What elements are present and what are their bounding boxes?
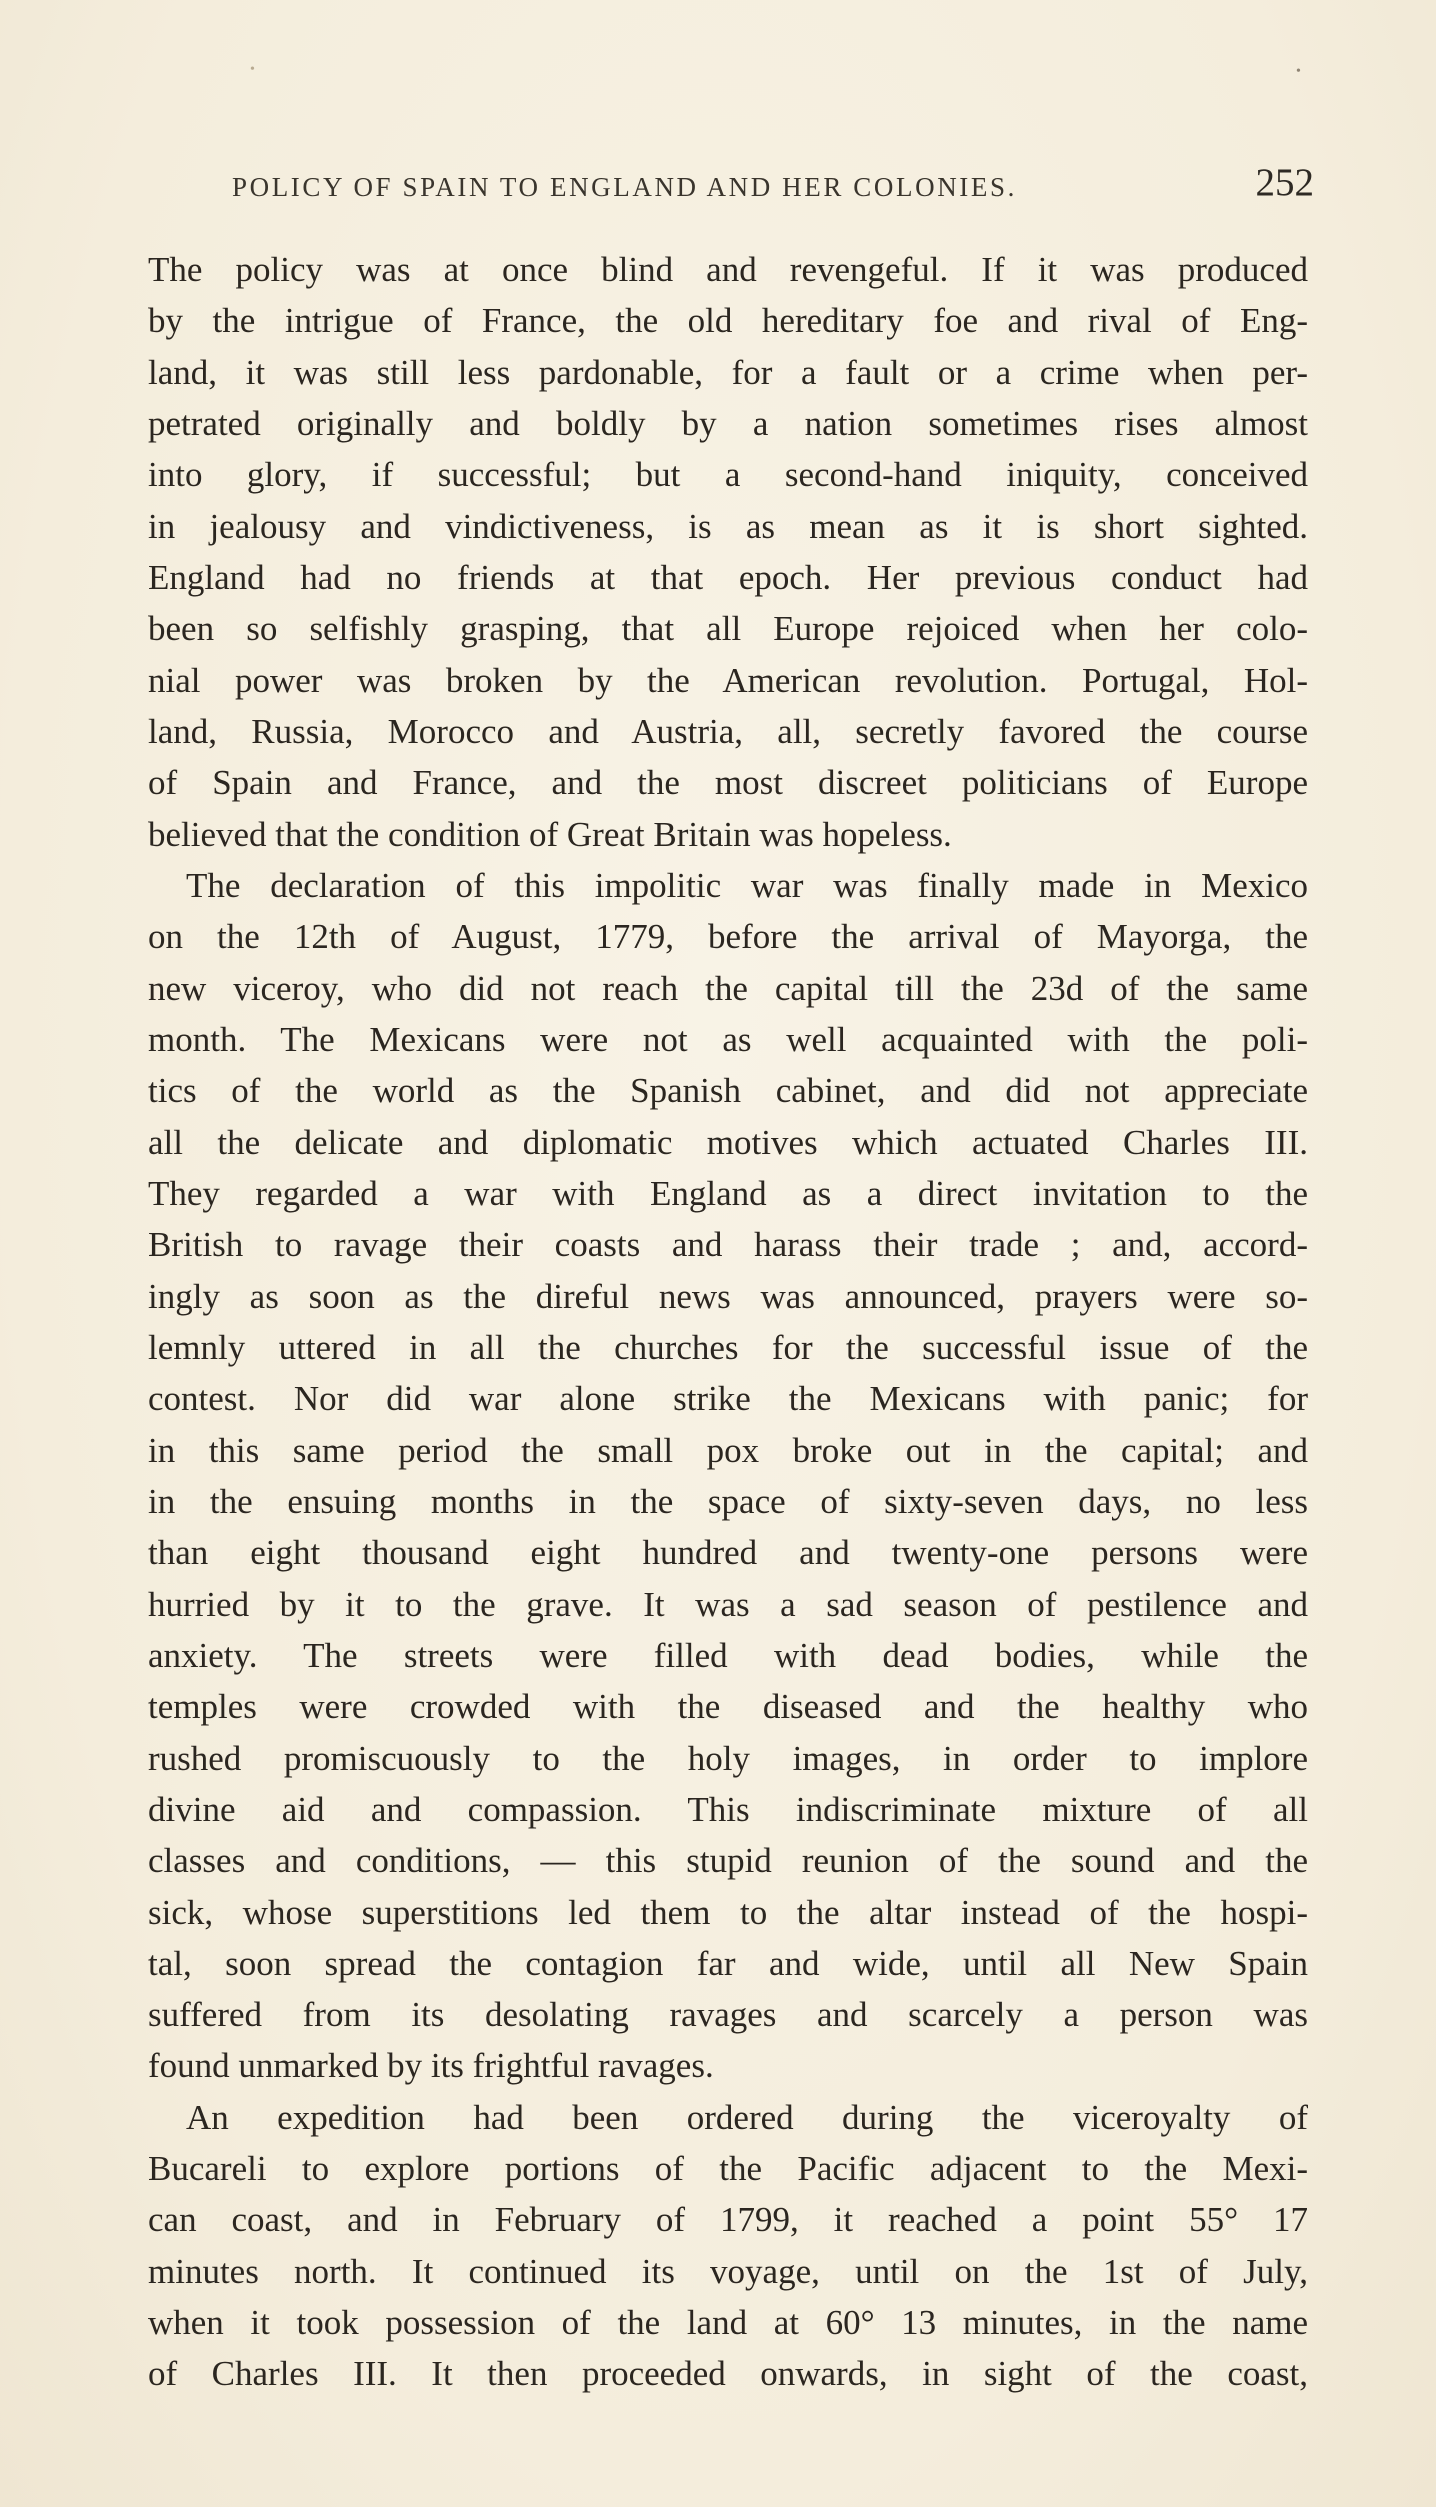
text-line: temples were crowded with the diseased and the healthy who bbox=[148, 1687, 1308, 1727]
text-line: in this same period the small pox broke out in the capital; and bbox=[148, 1430, 1308, 1470]
text-line: in the ensuing months in the space of sixty-seven days, no less bbox=[148, 1481, 1308, 1521]
text-line: believed that the condition of Great Britain was hopeless. bbox=[148, 814, 952, 854]
text-line: been so selfishly grasping, that all Europe rejoiced when her colo- bbox=[148, 609, 1308, 649]
text-line: found unmarked by its frightful ravages. bbox=[148, 2046, 714, 2086]
text-line: An expedition had been ordered during the viceroyalty of bbox=[186, 2097, 1308, 2137]
text-line: divine aid and compassion. This indiscriminate mixture of all bbox=[148, 1789, 1308, 1829]
text-line: when it took possession of the land at 60° 13 minutes, in the name bbox=[148, 2303, 1308, 2343]
page-number: 252 bbox=[1255, 161, 1314, 204]
paper-speck-mark: • bbox=[250, 62, 255, 77]
text-line: lemnly uttered in all the churches for the successful issue of the bbox=[148, 1327, 1308, 1367]
header-title: POLICY OF SPAIN TO ENGLAND AND HER COLONIES. bbox=[232, 172, 1017, 202]
text-line: of Charles III. It then proceeded onwards, in sight of the coast, bbox=[148, 2354, 1308, 2394]
paragraph bbox=[148, 2092, 1308, 2400]
text-line: of Spain and France, and the most discreet politicians of Europe bbox=[148, 763, 1308, 803]
text-line: land, Russia, Morocco and Austria, all, secretly favored the course bbox=[148, 711, 1308, 751]
running-header bbox=[232, 160, 1314, 220]
text-line: classes and conditions, — this stupid reunion of the sound and the bbox=[148, 1841, 1308, 1881]
paragraph bbox=[148, 860, 1308, 2092]
text-line: Bucareli to explore portions of the Pacific adjacent to the Mexi- bbox=[148, 2149, 1308, 2189]
text-line: anxiety. The streets were filled with dead bodies, while the bbox=[148, 1635, 1308, 1675]
text-line: by the intrigue of France, the old hereditary foe and rival of Eng- bbox=[148, 301, 1308, 341]
text-line: suffered from its desolating ravages and scarcely a person was bbox=[148, 1995, 1308, 2035]
text-line: into glory, if successful; but a second-hand iniquity, conceived bbox=[148, 455, 1308, 495]
text-line: England had no friends at that epoch. Her previous conduct had bbox=[148, 557, 1308, 597]
text-line: all the delicate and diplomatic motives which actuated Charles III. bbox=[148, 1122, 1308, 1162]
text-line: British to ravage their coasts and harass their trade ; and, accord- bbox=[148, 1225, 1308, 1265]
text-line: contest. Nor did war alone strike the Mexicans with panic; for bbox=[148, 1379, 1308, 1419]
text-line: land, it was still less pardonable, for a fault or a crime when per- bbox=[148, 352, 1308, 392]
text-line: They regarded a war with England as a direct invitation to the bbox=[148, 1173, 1308, 1213]
text-line: nial power was broken by the American revolution. Portugal, Hol- bbox=[148, 660, 1308, 700]
text-line: petrated originally and boldly by a nation sometimes rises almost bbox=[148, 403, 1308, 443]
text-line: can coast, and in February of 1799, it reached a point 55° 17 bbox=[148, 2200, 1308, 2240]
paper-speck-mark: • bbox=[1296, 64, 1301, 79]
text-line: The declaration of this impolitic war was finally made in Mexico bbox=[186, 865, 1308, 905]
paragraph bbox=[148, 244, 1308, 860]
text-line: than eight thousand eight hundred and twenty-one persons were bbox=[148, 1533, 1308, 1573]
text-line: ingly as soon as the direful news was announced, prayers were so- bbox=[148, 1276, 1308, 1316]
text-line: hurried by it to the grave. It was a sad season of pestilence and bbox=[148, 1584, 1308, 1624]
text-line: tics of the world as the Spanish cabinet, and did not appreciate bbox=[148, 1071, 1308, 1111]
body-text bbox=[148, 244, 1308, 2400]
text-line: on the 12th of August, 1779, before the arrival of Mayorga, the bbox=[148, 917, 1308, 957]
text-line: new viceroy, who did not reach the capital till the 23d of the same bbox=[148, 968, 1308, 1008]
text-line: sick, whose superstitions led them to the altar instead of the hospi- bbox=[148, 1892, 1308, 1932]
text-line: rushed promiscuously to the holy images, in order to implore bbox=[148, 1738, 1308, 1778]
text-line: tal, soon spread the contagion far and wide, until all New Spain bbox=[148, 1943, 1308, 1983]
text-line: minutes north. It continued its voyage, until on the 1st of July, bbox=[148, 2251, 1308, 2291]
text-line: in jealousy and vindictiveness, is as mean as it is short sighted. bbox=[148, 506, 1308, 546]
text-line: The policy was at once blind and revengeful. If it was produced bbox=[148, 250, 1308, 289]
text-line: month. The Mexicans were not as well acquainted with the poli- bbox=[148, 1019, 1308, 1059]
